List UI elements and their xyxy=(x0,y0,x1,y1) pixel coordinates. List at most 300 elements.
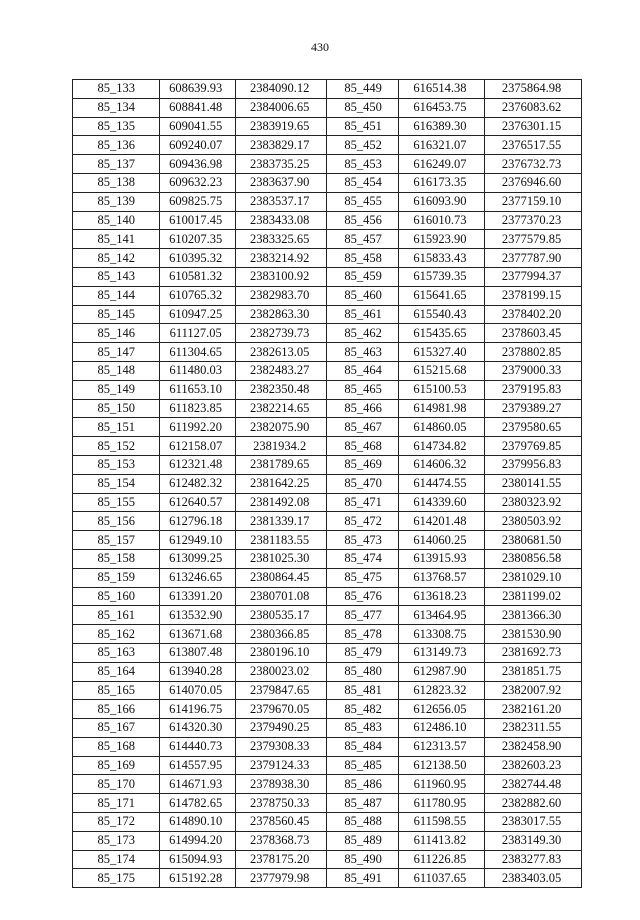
table-cell-point-id: 85_149 xyxy=(73,380,160,399)
table-cell-x-coordinate: 615540.43 xyxy=(398,305,485,324)
table-cell-point-id: 85_466 xyxy=(327,399,398,418)
table-cell-y-coordinate: 2382161.20 xyxy=(485,700,582,719)
table-cell-x-coordinate: 613308.75 xyxy=(398,625,485,644)
table-cell-x-coordinate: 615641.65 xyxy=(398,286,485,305)
table-cell-point-id: 85_170 xyxy=(73,775,160,794)
table-cell-y-coordinate: 2382483.27 xyxy=(235,361,327,380)
table-row xyxy=(73,625,582,644)
table-row xyxy=(73,418,582,437)
table-cell-y-coordinate: 2383149.30 xyxy=(485,831,582,850)
table-cell-point-id: 85_163 xyxy=(73,643,160,662)
table-cell-point-id: 85_156 xyxy=(73,512,160,531)
table-cell-y-coordinate: 2382882.60 xyxy=(485,794,582,813)
table-cell-x-coordinate: 613671.68 xyxy=(159,625,235,644)
table-row xyxy=(73,249,582,268)
table-cell-x-coordinate: 611304.65 xyxy=(159,343,235,362)
table-cell-point-id: 85_472 xyxy=(327,512,398,531)
table-cell-x-coordinate: 611992.20 xyxy=(159,418,235,437)
table-cell-y-coordinate: 2382983.70 xyxy=(235,286,327,305)
table-cell-point-id: 85_162 xyxy=(73,625,160,644)
table-cell-x-coordinate: 614196.75 xyxy=(159,700,235,719)
table-cell-y-coordinate: 2376301.15 xyxy=(485,117,582,136)
table-cell-y-coordinate: 2381530.90 xyxy=(485,625,582,644)
table-row xyxy=(73,737,582,756)
table-cell-x-coordinate: 614782.65 xyxy=(159,794,235,813)
table-cell-x-coordinate: 610017.45 xyxy=(159,211,235,230)
table-cell-x-coordinate: 616010.73 xyxy=(398,211,485,230)
table-cell-point-id: 85_480 xyxy=(327,662,398,681)
table-row xyxy=(73,455,582,474)
table-cell-x-coordinate: 614070.05 xyxy=(159,681,235,700)
table-cell-x-coordinate: 610765.32 xyxy=(159,286,235,305)
table-cell-x-coordinate: 616173.35 xyxy=(398,173,485,192)
table-row xyxy=(73,343,582,362)
table-cell-x-coordinate: 614734.82 xyxy=(398,437,485,456)
table-row xyxy=(73,192,582,211)
table-cell-y-coordinate: 2379956.83 xyxy=(485,455,582,474)
table-cell-point-id: 85_134 xyxy=(73,98,160,117)
table-cell-y-coordinate: 2379000.33 xyxy=(485,361,582,380)
table-cell-point-id: 85_454 xyxy=(327,173,398,192)
table-cell-x-coordinate: 612138.50 xyxy=(398,756,485,775)
table-cell-y-coordinate: 2383100.92 xyxy=(235,267,327,286)
table-row xyxy=(73,813,582,832)
table-cell-point-id: 85_150 xyxy=(73,399,160,418)
table-cell-y-coordinate: 2380196.10 xyxy=(235,643,327,662)
table-cell-point-id: 85_168 xyxy=(73,737,160,756)
table-cell-x-coordinate: 614981.98 xyxy=(398,399,485,418)
table-cell-point-id: 85_483 xyxy=(327,719,398,738)
table-cell-x-coordinate: 615094.93 xyxy=(159,850,235,869)
table-cell-x-coordinate: 615739.35 xyxy=(398,267,485,286)
table-cell-point-id: 85_138 xyxy=(73,173,160,192)
table-row xyxy=(73,173,582,192)
table-cell-point-id: 85_148 xyxy=(73,361,160,380)
table-cell-point-id: 85_474 xyxy=(327,549,398,568)
table-cell-point-id: 85_174 xyxy=(73,850,160,869)
table-cell-point-id: 85_160 xyxy=(73,587,160,606)
table-row xyxy=(73,531,582,550)
table-row xyxy=(73,98,582,117)
table-cell-x-coordinate: 615100.53 xyxy=(398,380,485,399)
table-cell-y-coordinate: 2381366.30 xyxy=(485,606,582,625)
table-row xyxy=(73,681,582,700)
table-cell-point-id: 85_473 xyxy=(327,531,398,550)
table-cell-point-id: 85_141 xyxy=(73,230,160,249)
table-cell-point-id: 85_475 xyxy=(327,568,398,587)
table-cell-x-coordinate: 610947.25 xyxy=(159,305,235,324)
table-cell-point-id: 85_145 xyxy=(73,305,160,324)
table-row xyxy=(73,794,582,813)
table-row xyxy=(73,643,582,662)
table-cell-y-coordinate: 2383829.17 xyxy=(235,136,327,155)
table-cell-y-coordinate: 2384090.12 xyxy=(235,80,327,99)
table-cell-x-coordinate: 612158.07 xyxy=(159,437,235,456)
table-row xyxy=(73,361,582,380)
table-cell-x-coordinate: 616389.30 xyxy=(398,117,485,136)
table-cell-x-coordinate: 616093.90 xyxy=(398,192,485,211)
table-cell-x-coordinate: 608841.48 xyxy=(159,98,235,117)
table-cell-x-coordinate: 614320.30 xyxy=(159,719,235,738)
table-cell-x-coordinate: 611480.03 xyxy=(159,361,235,380)
table-cell-x-coordinate: 609041.55 xyxy=(159,117,235,136)
table-row xyxy=(73,230,582,249)
table-cell-point-id: 85_485 xyxy=(327,756,398,775)
table-row xyxy=(73,831,582,850)
table-cell-y-coordinate: 2381183.55 xyxy=(235,531,327,550)
table-row xyxy=(73,211,582,230)
table-cell-x-coordinate: 615215.68 xyxy=(398,361,485,380)
table-cell-point-id: 85_158 xyxy=(73,549,160,568)
table-cell-y-coordinate: 2379670.05 xyxy=(235,700,327,719)
table-row xyxy=(73,869,582,888)
table-cell-x-coordinate: 614474.55 xyxy=(398,474,485,493)
table-cell-point-id: 85_482 xyxy=(327,700,398,719)
table-cell-y-coordinate: 2378560.45 xyxy=(235,813,327,832)
table-cell-x-coordinate: 609825.75 xyxy=(159,192,235,211)
table-cell-y-coordinate: 2378750.33 xyxy=(235,794,327,813)
table-cell-x-coordinate: 613915.93 xyxy=(398,549,485,568)
table-cell-point-id: 85_451 xyxy=(327,117,398,136)
table-cell-y-coordinate: 2383214.92 xyxy=(235,249,327,268)
table-cell-x-coordinate: 609240.07 xyxy=(159,136,235,155)
page-number: 430 xyxy=(311,40,329,54)
table-cell-y-coordinate: 2381492.08 xyxy=(235,493,327,512)
table-cell-point-id: 85_153 xyxy=(73,455,160,474)
table-cell-y-coordinate: 2382744.48 xyxy=(485,775,582,794)
table-cell-x-coordinate: 614060.25 xyxy=(398,531,485,550)
table-cell-y-coordinate: 2378199.15 xyxy=(485,286,582,305)
table-cell-y-coordinate: 2380366.85 xyxy=(235,625,327,644)
table-cell-point-id: 85_477 xyxy=(327,606,398,625)
table-cell-point-id: 85_164 xyxy=(73,662,160,681)
table-cell-y-coordinate: 2379769.85 xyxy=(485,437,582,456)
table-cell-x-coordinate: 611598.55 xyxy=(398,813,485,832)
table-cell-point-id: 85_468 xyxy=(327,437,398,456)
table-cell-x-coordinate: 614890.10 xyxy=(159,813,235,832)
table-cell-x-coordinate: 610581.32 xyxy=(159,267,235,286)
table-cell-x-coordinate: 612482.32 xyxy=(159,474,235,493)
table-cell-point-id: 85_489 xyxy=(327,831,398,850)
table-cell-y-coordinate: 2383277.83 xyxy=(485,850,582,869)
table-cell-point-id: 85_172 xyxy=(73,813,160,832)
table-cell-point-id: 85_159 xyxy=(73,568,160,587)
table-cell-point-id: 85_144 xyxy=(73,286,160,305)
table-cell-point-id: 85_450 xyxy=(327,98,398,117)
table-row xyxy=(73,549,582,568)
table-cell-point-id: 85_140 xyxy=(73,211,160,230)
table-cell-x-coordinate: 613246.65 xyxy=(159,568,235,587)
table-cell-point-id: 85_484 xyxy=(327,737,398,756)
table-cell-x-coordinate: 614994.20 xyxy=(159,831,235,850)
table-cell-y-coordinate: 2381851.75 xyxy=(485,662,582,681)
table-row xyxy=(73,437,582,456)
table-row xyxy=(73,756,582,775)
table-cell-point-id: 85_161 xyxy=(73,606,160,625)
table-cell-x-coordinate: 612987.90 xyxy=(398,662,485,681)
table-cell-point-id: 85_137 xyxy=(73,155,160,174)
table-cell-point-id: 85_467 xyxy=(327,418,398,437)
table-cell-y-coordinate: 2384006.65 xyxy=(235,98,327,117)
table-cell-point-id: 85_143 xyxy=(73,267,160,286)
table-cell-y-coordinate: 2377579.85 xyxy=(485,230,582,249)
table-cell-y-coordinate: 2382739.73 xyxy=(235,324,327,343)
table-cell-y-coordinate: 2383735.25 xyxy=(235,155,327,174)
table-cell-point-id: 85_471 xyxy=(327,493,398,512)
table-row xyxy=(73,80,582,99)
table-cell-point-id: 85_481 xyxy=(327,681,398,700)
table-row xyxy=(73,380,582,399)
table-cell-y-coordinate: 2379389.27 xyxy=(485,399,582,418)
table-cell-y-coordinate: 2376517.55 xyxy=(485,136,582,155)
table-row xyxy=(73,775,582,794)
table-cell-point-id: 85_169 xyxy=(73,756,160,775)
table-cell-point-id: 85_457 xyxy=(327,230,398,249)
table-cell-y-coordinate: 2378368.73 xyxy=(235,831,327,850)
table-cell-point-id: 85_166 xyxy=(73,700,160,719)
table-cell-point-id: 85_154 xyxy=(73,474,160,493)
table-cell-point-id: 85_152 xyxy=(73,437,160,456)
coordinates-table-body xyxy=(73,80,582,888)
table-cell-x-coordinate: 612796.18 xyxy=(159,512,235,531)
table-cell-y-coordinate: 2381642.25 xyxy=(235,474,327,493)
table-cell-x-coordinate: 615192.28 xyxy=(159,869,235,888)
table-cell-x-coordinate: 611653.10 xyxy=(159,380,235,399)
table-row xyxy=(73,700,582,719)
table-row xyxy=(73,286,582,305)
table-cell-x-coordinate: 612486.10 xyxy=(398,719,485,738)
table-cell-point-id: 85_460 xyxy=(327,286,398,305)
table-cell-point-id: 85_490 xyxy=(327,850,398,869)
table-cell-y-coordinate: 2381025.30 xyxy=(235,549,327,568)
table-cell-x-coordinate: 611226.85 xyxy=(398,850,485,869)
table-cell-point-id: 85_469 xyxy=(327,455,398,474)
table-cell-y-coordinate: 2378402.20 xyxy=(485,305,582,324)
table-cell-y-coordinate: 2383325.65 xyxy=(235,230,327,249)
table-cell-x-coordinate: 613099.25 xyxy=(159,549,235,568)
table-cell-point-id: 85_147 xyxy=(73,343,160,362)
table-cell-y-coordinate: 2380681.50 xyxy=(485,531,582,550)
table-cell-point-id: 85_486 xyxy=(327,775,398,794)
table-row xyxy=(73,587,582,606)
table-cell-point-id: 85_456 xyxy=(327,211,398,230)
table-cell-x-coordinate: 611413.82 xyxy=(398,831,485,850)
table-cell-y-coordinate: 2378175.20 xyxy=(235,850,327,869)
table-row xyxy=(73,493,582,512)
table-cell-y-coordinate: 2383403.05 xyxy=(485,869,582,888)
table-cell-x-coordinate: 613618.23 xyxy=(398,587,485,606)
table-row xyxy=(73,568,582,587)
table-cell-point-id: 85_458 xyxy=(327,249,398,268)
table-row xyxy=(73,719,582,738)
table-cell-point-id: 85_464 xyxy=(327,361,398,380)
table-cell-point-id: 85_463 xyxy=(327,343,398,362)
table-cell-x-coordinate: 612640.57 xyxy=(159,493,235,512)
table-cell-y-coordinate: 2376083.62 xyxy=(485,98,582,117)
table-cell-y-coordinate: 2377979.98 xyxy=(235,869,327,888)
table-cell-y-coordinate: 2381789.65 xyxy=(235,455,327,474)
table-cell-point-id: 85_146 xyxy=(73,324,160,343)
table-cell-point-id: 85_461 xyxy=(327,305,398,324)
table-cell-x-coordinate: 611780.95 xyxy=(398,794,485,813)
table-row xyxy=(73,662,582,681)
table-cell-y-coordinate: 2376946.60 xyxy=(485,173,582,192)
table-cell-point-id: 85_487 xyxy=(327,794,398,813)
table-cell-x-coordinate: 615833.43 xyxy=(398,249,485,268)
table-cell-y-coordinate: 2383919.65 xyxy=(235,117,327,136)
table-cell-point-id: 85_151 xyxy=(73,418,160,437)
table-row xyxy=(73,155,582,174)
table-cell-x-coordinate: 616249.07 xyxy=(398,155,485,174)
table-cell-x-coordinate: 614557.95 xyxy=(159,756,235,775)
table-cell-y-coordinate: 2380023.02 xyxy=(235,662,327,681)
table-cell-x-coordinate: 614440.73 xyxy=(159,737,235,756)
table-cell-point-id: 85_167 xyxy=(73,719,160,738)
table-cell-point-id: 85_136 xyxy=(73,136,160,155)
table-cell-x-coordinate: 614201.48 xyxy=(398,512,485,531)
table-cell-y-coordinate: 2380503.92 xyxy=(485,512,582,531)
table-cell-y-coordinate: 2382214.65 xyxy=(235,399,327,418)
table-cell-x-coordinate: 614606.32 xyxy=(398,455,485,474)
table-cell-x-coordinate: 612656.05 xyxy=(398,700,485,719)
table-cell-x-coordinate: 616321.07 xyxy=(398,136,485,155)
table-cell-y-coordinate: 2380141.55 xyxy=(485,474,582,493)
table-cell-x-coordinate: 616453.75 xyxy=(398,98,485,117)
table-cell-y-coordinate: 2382863.30 xyxy=(235,305,327,324)
table-cell-point-id: 85_135 xyxy=(73,117,160,136)
table-cell-point-id: 85_157 xyxy=(73,531,160,550)
table-cell-y-coordinate: 2382075.90 xyxy=(235,418,327,437)
table-cell-y-coordinate: 2375864.98 xyxy=(485,80,582,99)
table-cell-y-coordinate: 2382311.55 xyxy=(485,719,582,738)
table-cell-point-id: 85_470 xyxy=(327,474,398,493)
table-cell-y-coordinate: 2379490.25 xyxy=(235,719,327,738)
table-cell-x-coordinate: 615327.40 xyxy=(398,343,485,362)
table-cell-x-coordinate: 615435.65 xyxy=(398,324,485,343)
table-cell-y-coordinate: 2381199.02 xyxy=(485,587,582,606)
table-cell-y-coordinate: 2380856.58 xyxy=(485,549,582,568)
table-cell-y-coordinate: 2378938.30 xyxy=(235,775,327,794)
table-cell-point-id: 85_171 xyxy=(73,794,160,813)
table-cell-x-coordinate: 614671.93 xyxy=(159,775,235,794)
table-row xyxy=(73,474,582,493)
table-cell-point-id: 85_462 xyxy=(327,324,398,343)
table-row xyxy=(73,606,582,625)
table-cell-point-id: 85_449 xyxy=(327,80,398,99)
table-row xyxy=(73,305,582,324)
table-cell-x-coordinate: 610395.32 xyxy=(159,249,235,268)
table-cell-y-coordinate: 2382458.90 xyxy=(485,737,582,756)
table-cell-x-coordinate: 611823.85 xyxy=(159,399,235,418)
table-cell-y-coordinate: 2382007.92 xyxy=(485,681,582,700)
table-cell-y-coordinate: 2382350.48 xyxy=(235,380,327,399)
table-cell-x-coordinate: 612313.57 xyxy=(398,737,485,756)
table-cell-y-coordinate: 2381029.10 xyxy=(485,568,582,587)
table-cell-x-coordinate: 613149.73 xyxy=(398,643,485,662)
table-row xyxy=(73,324,582,343)
table-cell-x-coordinate: 613807.48 xyxy=(159,643,235,662)
table-cell-x-coordinate: 613940.28 xyxy=(159,662,235,681)
table-cell-y-coordinate: 2377370.23 xyxy=(485,211,582,230)
table-cell-x-coordinate: 613391.20 xyxy=(159,587,235,606)
table-cell-y-coordinate: 2376732.73 xyxy=(485,155,582,174)
table-cell-point-id: 85_491 xyxy=(327,869,398,888)
table-cell-x-coordinate: 615923.90 xyxy=(398,230,485,249)
table-cell-y-coordinate: 2377787.90 xyxy=(485,249,582,268)
table-cell-y-coordinate: 2377159.10 xyxy=(485,192,582,211)
table-cell-point-id: 85_455 xyxy=(327,192,398,211)
table-cell-y-coordinate: 2380323.92 xyxy=(485,493,582,512)
table-cell-x-coordinate: 609436.98 xyxy=(159,155,235,174)
table-cell-point-id: 85_155 xyxy=(73,493,160,512)
table-cell-y-coordinate: 2381339.17 xyxy=(235,512,327,531)
table-row xyxy=(73,136,582,155)
table-cell-x-coordinate: 611127.05 xyxy=(159,324,235,343)
table-cell-x-coordinate: 610207.35 xyxy=(159,230,235,249)
table-cell-y-coordinate: 2382603.23 xyxy=(485,756,582,775)
table-cell-y-coordinate: 2383637.90 xyxy=(235,173,327,192)
table-cell-y-coordinate: 2382613.05 xyxy=(235,343,327,362)
table-cell-point-id: 85_478 xyxy=(327,625,398,644)
table-cell-x-coordinate: 609632.23 xyxy=(159,173,235,192)
table-cell-y-coordinate: 2379195.83 xyxy=(485,380,582,399)
table-cell-point-id: 85_452 xyxy=(327,136,398,155)
table-row xyxy=(73,512,582,531)
table-cell-x-coordinate: 612949.10 xyxy=(159,531,235,550)
table-cell-x-coordinate: 611037.65 xyxy=(398,869,485,888)
table-cell-point-id: 85_133 xyxy=(73,80,160,99)
table-cell-y-coordinate: 2383433.08 xyxy=(235,211,327,230)
table-cell-y-coordinate: 2379308.33 xyxy=(235,737,327,756)
table-cell-y-coordinate: 2383017.55 xyxy=(485,813,582,832)
table-cell-y-coordinate: 2379580.65 xyxy=(485,418,582,437)
table-cell-y-coordinate: 2381934.2 xyxy=(235,437,327,456)
table-cell-x-coordinate: 613532.90 xyxy=(159,606,235,625)
coordinates-table xyxy=(72,79,582,888)
table-cell-point-id: 85_479 xyxy=(327,643,398,662)
table-cell-y-coordinate: 2383537.17 xyxy=(235,192,327,211)
table-row xyxy=(73,850,582,869)
table-cell-x-coordinate: 612321.48 xyxy=(159,455,235,474)
table-cell-y-coordinate: 2379124.33 xyxy=(235,756,327,775)
table-cell-y-coordinate: 2377994.37 xyxy=(485,267,582,286)
table-cell-y-coordinate: 2380701.08 xyxy=(235,587,327,606)
table-row xyxy=(73,399,582,418)
table-cell-x-coordinate: 612823.32 xyxy=(398,681,485,700)
table-cell-x-coordinate: 608639.93 xyxy=(159,80,235,99)
table-cell-y-coordinate: 2379847.65 xyxy=(235,681,327,700)
table-cell-point-id: 85_453 xyxy=(327,155,398,174)
table-cell-y-coordinate: 2378603.45 xyxy=(485,324,582,343)
table-cell-y-coordinate: 2381692.73 xyxy=(485,643,582,662)
table-cell-point-id: 85_165 xyxy=(73,681,160,700)
table-row xyxy=(73,267,582,286)
table-cell-point-id: 85_173 xyxy=(73,831,160,850)
table-cell-point-id: 85_465 xyxy=(327,380,398,399)
table-cell-point-id: 85_139 xyxy=(73,192,160,211)
table-row xyxy=(73,117,582,136)
table-cell-point-id: 85_175 xyxy=(73,869,160,888)
table-cell-x-coordinate: 614860.05 xyxy=(398,418,485,437)
table-cell-point-id: 85_488 xyxy=(327,813,398,832)
table-cell-y-coordinate: 2380864.45 xyxy=(235,568,327,587)
table-cell-x-coordinate: 613768.57 xyxy=(398,568,485,587)
table-cell-x-coordinate: 611960.95 xyxy=(398,775,485,794)
table-cell-point-id: 85_476 xyxy=(327,587,398,606)
table-cell-point-id: 85_142 xyxy=(73,249,160,268)
table-cell-y-coordinate: 2378802.85 xyxy=(485,343,582,362)
table-cell-point-id: 85_459 xyxy=(327,267,398,286)
